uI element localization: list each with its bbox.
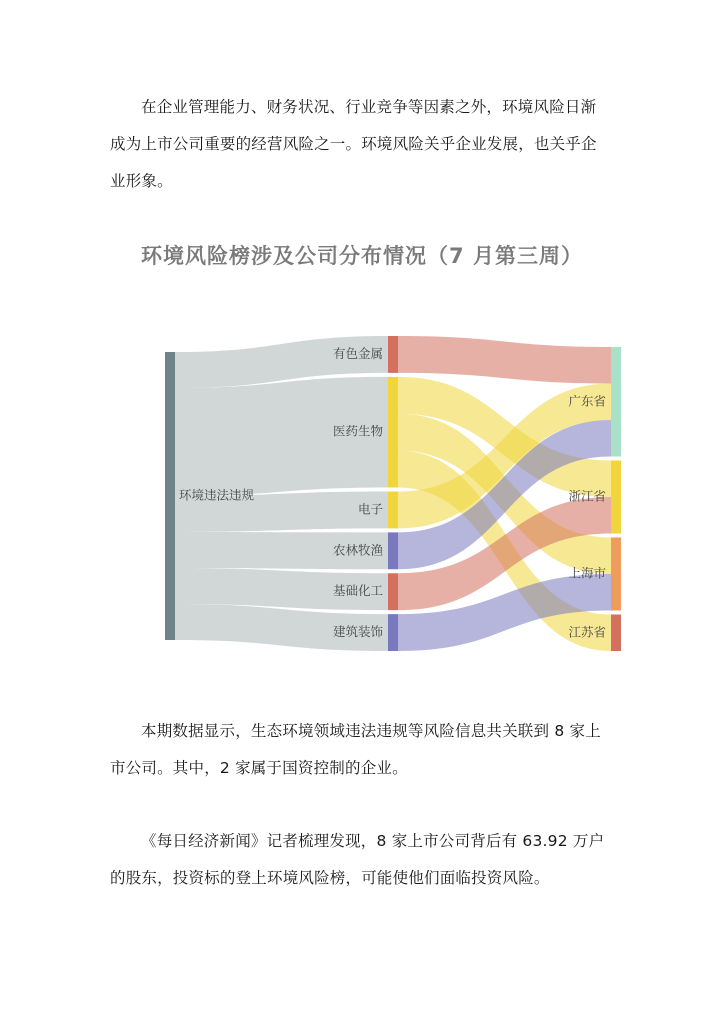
shareholder-paragraph: 《每日经济新闻》记者梳理发现，8 家上市公司背后有 63.92 万户的股东，投资标的登上环境风险榜，可能使他们面临投资风险。 — [110, 832, 605, 887]
sankey-label-youse: 有色金属 — [332, 345, 383, 361]
sankey-node-jichu — [388, 573, 398, 610]
sankey-link-youse-guangdong — [398, 336, 611, 384]
sankey-chart — [0, 300, 724, 680]
sankey-label-yiyao: 医药生物 — [332, 423, 383, 439]
sankey-label-jichu: 基础化工 — [332, 583, 383, 599]
sankey-node-zhejiang — [611, 461, 621, 534]
sankey-node-guangdong — [611, 347, 621, 457]
sankey-label-jiangsu: 江苏省 — [568, 624, 606, 640]
sankey-label-shanghai: 上海市 — [568, 565, 606, 581]
sankey-node-jianzhu — [388, 614, 398, 651]
sankey-label-zhejiang: 浙江省 — [568, 488, 606, 504]
sankey-node-youse — [388, 336, 398, 373]
intro-paragraph: 在企业管理能力、财务状况、行业竞争等因素之外，环境风险日渐成为上市公司重要的经营风险之一。环境风险关乎企业发展，也关乎企业形象。 — [110, 98, 597, 190]
sankey-node-yiyao — [388, 377, 398, 488]
sankey-node-dianzi — [388, 492, 398, 529]
sankey-label-dianzi: 电子 — [357, 501, 383, 517]
sankey-node-nonglin — [388, 532, 398, 569]
sankey-label-jianzhu: 建筑装饰 — [332, 624, 383, 640]
sankey-label-guangdong: 广东省 — [568, 393, 606, 409]
sankey-label-nonglin: 农林牧渔 — [332, 542, 383, 558]
sankey-node-jiangsu — [611, 615, 621, 652]
sankey-node-src — [165, 352, 175, 640]
sankey-label-src: 环境违法违规 — [179, 487, 255, 503]
chart-title: 环境风险榜涉及公司分布情况（7 月第三周） — [141, 244, 583, 268]
data-summary-paragraph: 本期数据显示，生态环境领域违法违规等风险信息共关联到 8 家上市公司。其中，2 家属于国资控制的企业。 — [110, 722, 601, 777]
sankey-node-shanghai — [611, 538, 621, 611]
